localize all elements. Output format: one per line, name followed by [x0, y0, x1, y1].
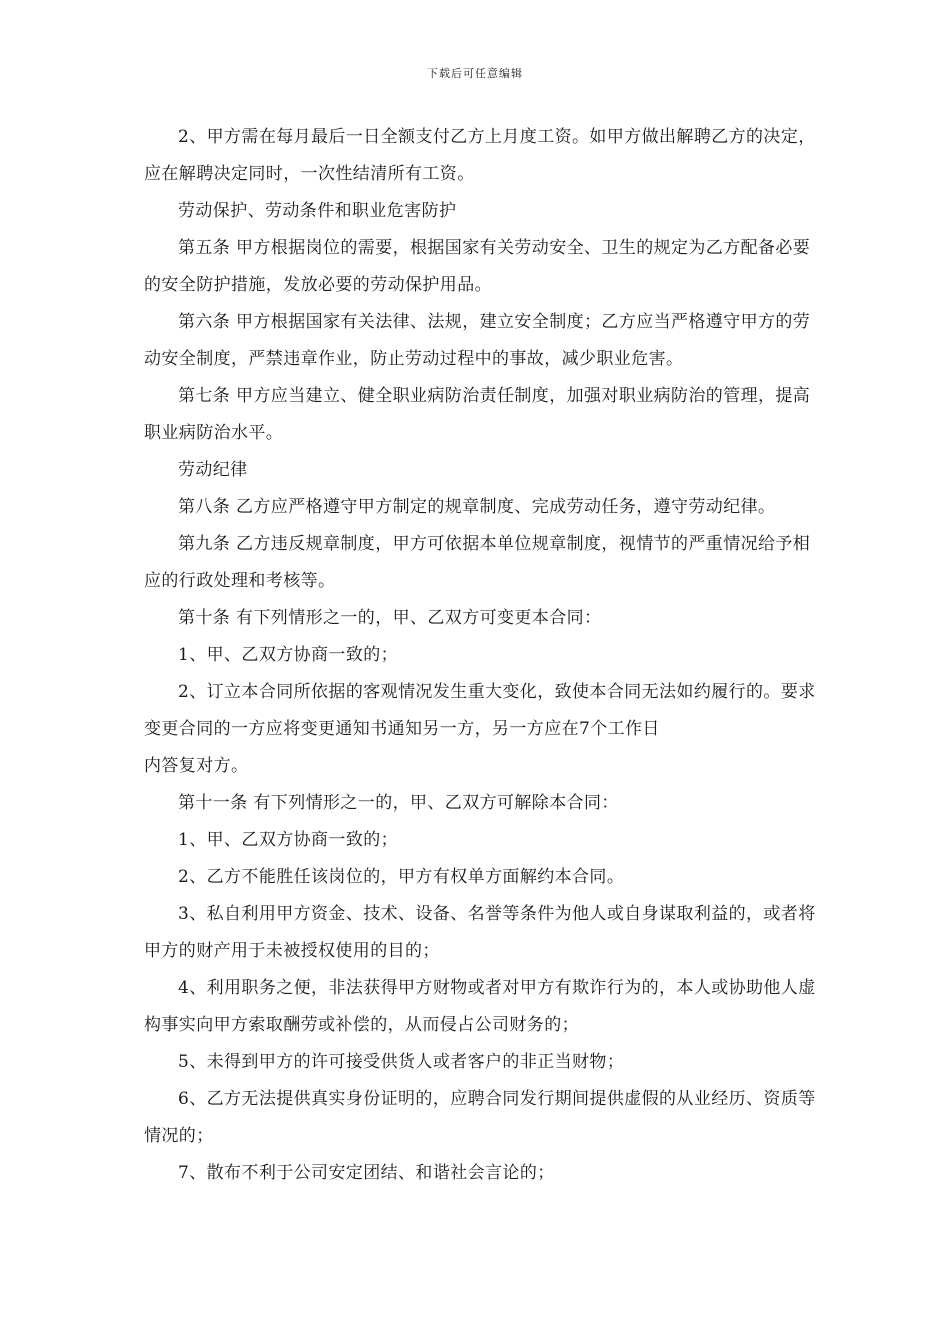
page-header: 下载后可任意编辑: [427, 67, 523, 80]
paragraph: 第十条 有下列情形之一的，甲、乙双方可变更本合同：: [178, 608, 602, 628]
list-item: 1、甲、乙双方协商一致的；: [178, 645, 399, 665]
list-item: 2、订立本合同所依据的客观情况发生重大变化，致使本合同无法如约履行的。要求变更合同的一方应将变更通知书通知另一方，另一方应在7个工作日: [144, 682, 816, 739]
paragraph: 第八条 乙方应严格遵守甲方制定的规章制度、完成劳动任务，遵守劳动纪律。: [178, 497, 776, 517]
document-body: [144, 119, 824, 1192]
section-heading: 劳动保护、劳动条件和职业危害防护: [178, 201, 457, 221]
section-heading: 劳动纪律: [178, 460, 248, 480]
paragraph: 第七条 甲方应当建立、健全职业病防治责任制度，加强对职业病防治的管理，提高职业病防治水平。: [144, 386, 811, 443]
paragraph: 第九条 乙方违反规章制度，甲方可依据本单位规章制度，视情节的严重情况给予相应的行政处理和考核等。: [144, 534, 811, 591]
list-item-continuation: 内答复对方。: [144, 756, 249, 776]
paragraph: 第六条 甲方根据国家有关法律、法规，建立安全制度；乙方应当严格遵守甲方的劳动安全制度，严禁违章作业，防止劳动过程中的事故，减少职业危害。: [144, 312, 811, 369]
list-item: 5、未得到甲方的许可接受供货人或者客户的非正当财物；: [178, 1052, 625, 1072]
list-item: 6、乙方无法提供真实身份证明的，应聘合同发行期间提供虚假的从业经历、资质等情况的；: [144, 1089, 816, 1146]
paragraph: 第十一条 有下列情形之一的，甲、乙双方可解除本合同：: [178, 793, 619, 813]
list-item: 2、乙方不能胜任该岗位的，甲方有权单方面解约本合同。: [178, 867, 625, 887]
list-item: 3、私自利用甲方资金、技术、设备、名誉等条件为他人或自身谋取利益的，或者将甲方的财产用于未被授权使用的目的；: [144, 904, 816, 961]
list-item: 4、利用职务之便，非法获得甲方财物或者对甲方有欺诈行为的，本人或协助他人虚构事实向甲方索取酬劳或补偿的，从而侵占公司财务的；: [144, 978, 816, 1035]
list-item: 7、散布不利于公司安定团结、和谐社会言论的；: [178, 1163, 555, 1183]
paragraph: 2、甲方需在每月最后一日全额支付乙方上月度工资。如甲方做出解聘乙方的决定，应在解聘决定同时，一次性结清所有工资。: [144, 127, 816, 184]
list-item: 1、甲、乙双方协商一致的；: [178, 830, 399, 850]
paragraph: 第五条 甲方根据岗位的需要，根据国家有关劳动安全、卫生的规定为乙方配备必要的安全防护措施，发放必要的劳动保护用品。: [144, 238, 811, 295]
